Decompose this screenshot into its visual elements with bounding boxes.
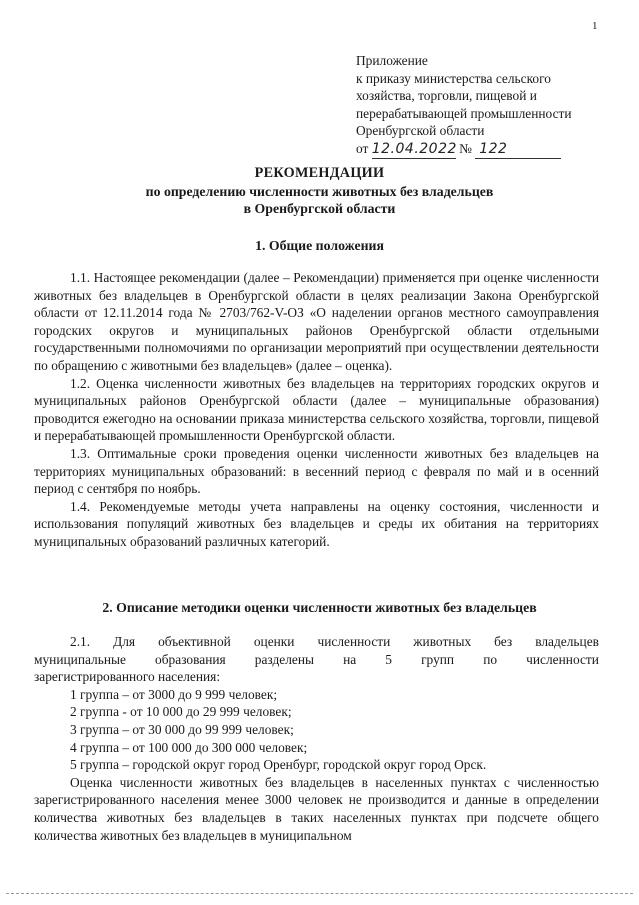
word: образования bbox=[155, 651, 226, 667]
word: Для bbox=[113, 634, 136, 649]
group-item-4: 4 группа – от 100 000 до 300 000 человек; bbox=[70, 739, 308, 755]
appendix-line: перерабатывающей промышленности bbox=[356, 105, 572, 121]
appendix-line: хозяйства, торговли, пищевой и bbox=[356, 88, 537, 103]
paragraph-1-1: 1.1. Настоящее рекомендации (далее – Рекомендации) применяется при оценке численности животных без владельцев в Оренбургской области в целях реализации Закона Оренбургской области от 12.11.2014 года № 2703/762-V-ОЗ «О наделении органов местного самоуправления городских округов и муниципальных районов Оренбургской области отдельными государственными полномочиями по организации мероприятий при осуществлении деятельности по обращению с животными без владельцев» (далее – оценка). bbox=[34, 270, 599, 373]
word: на bbox=[343, 651, 357, 667]
title-main: РЕКОМЕНДАЦИИ bbox=[254, 165, 385, 181]
paragraph-1-3: 1.3. Оптимальные сроки проведения оценки численности животных без владельцев на территориях муниципальных образований: в весенний период с февраля по май и в осенний период с сентября по ноябрь. bbox=[34, 445, 599, 497]
word: 5 bbox=[385, 651, 392, 667]
word: владельцев bbox=[535, 634, 599, 649]
word: 2.1. bbox=[70, 634, 91, 649]
section-2-body bbox=[34, 633, 599, 844]
scan-bottom-edge bbox=[6, 893, 633, 894]
word: муниципальные bbox=[34, 651, 126, 667]
number-sign: № bbox=[459, 140, 472, 156]
paragraph-2-1-line-3: зарегистрированного населения: bbox=[34, 669, 221, 685]
appendix-date-line bbox=[356, 140, 626, 160]
document-title bbox=[0, 165, 639, 218]
appendix-line: к приказу министерства сельского bbox=[356, 70, 551, 86]
paragraph-2-1-line-2 bbox=[34, 651, 599, 669]
paragraph-2-1-continued: Оценка численности животных без владельцев в населенных пунктах с численностью зарегистрированного населения менее 3000 человек не производится и данные в определении количества животных без владельцев в таких населенных пунктах при подсчете общего количества животных без владельцев в муниципальном bbox=[34, 774, 599, 843]
page-number: 1 bbox=[592, 20, 598, 32]
word: без bbox=[494, 634, 513, 649]
word: по bbox=[483, 651, 498, 667]
appendix-block bbox=[356, 52, 626, 159]
handwritten-date: 12.04.2022 bbox=[372, 141, 456, 160]
paragraph-2-1-line-1 bbox=[34, 633, 599, 651]
word: объективной bbox=[158, 634, 231, 649]
group-item-3: 3 группа – от 30 000 до 99 999 человек; bbox=[70, 721, 294, 737]
group-item-5: 5 группа – городской округ город Оренбург, городской округ город Орск. bbox=[70, 757, 487, 773]
handwritten-number: 122 bbox=[475, 141, 561, 160]
word: групп bbox=[421, 651, 455, 667]
section-1-body bbox=[34, 269, 599, 551]
section-2-heading: 2. Описание методики оценки численности животных без владельцев bbox=[102, 600, 537, 615]
word: животных bbox=[413, 634, 472, 649]
group-item-2: 2 группа - от 10 000 до 29 999 человек; bbox=[70, 704, 292, 720]
paragraph-1-4: 1.4. Рекомендуемые методы учета направлены на оценку состояния, численности и использования популяций животных без владельцев и среды их обитания на территориях муниципальных образований различных категорий. bbox=[34, 498, 599, 549]
word: численности bbox=[317, 634, 391, 649]
word: численности bbox=[526, 651, 599, 667]
title-line-2: по определению численности животных без владельцев bbox=[145, 183, 494, 199]
group-item-1: 1 группа – от 3000 до 9 999 человек; bbox=[70, 686, 278, 702]
title-line-3: в Оренбургской области bbox=[243, 201, 396, 216]
appendix-line: Оренбургской области bbox=[356, 123, 485, 138]
date-prefix: от bbox=[356, 140, 369, 156]
word: оценки bbox=[253, 634, 295, 649]
paragraph-1-2: 1.2. Оценка численности животных без владельцев на территориях городских округов и муниципальных районов Оренбургской области (далее – муниципальные образования) проводится ежегодно на основании приказа министерства сельского хозяйства, торговли, пищевой и перерабатывающей промышленности Оренбургской области. bbox=[34, 375, 599, 444]
word: разделены bbox=[254, 651, 314, 667]
appendix-line: Приложение bbox=[356, 53, 428, 68]
section-1-heading: 1. Общие положения bbox=[255, 238, 384, 253]
